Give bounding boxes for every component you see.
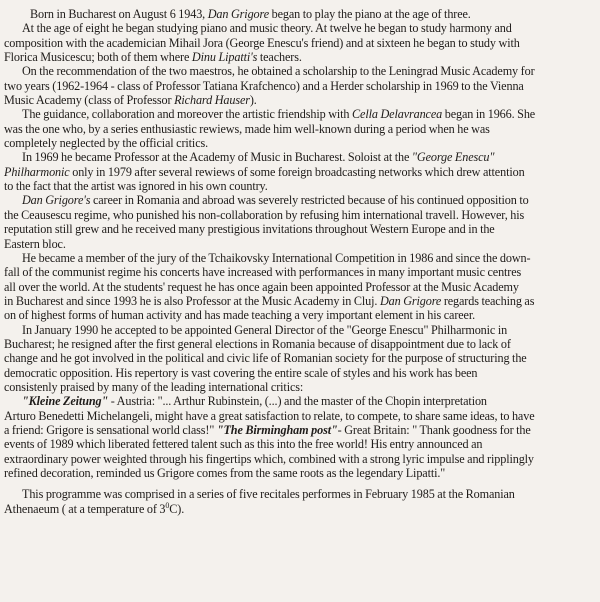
- text-run: - Great Britain: " Thank goodness for the: [337, 422, 531, 437]
- text-line: [0, 394, 600, 408]
- text-run: Born in Bucharest on August 6 1943,: [30, 7, 208, 21]
- biography-text: [0, 7, 600, 516]
- text-line: [0, 136, 600, 150]
- text-run: refined decoration, reminded us Grigore comes from the same roots as the legendary Lipatti.": [4, 466, 446, 480]
- text-run: only in 1979 after several rewiews of some foreign broadcasting networks which drew attention: [69, 164, 525, 179]
- text-line: [0, 93, 600, 107]
- text-run: fall of the communist regime his concerts have increased with performances in many important music centres: [4, 265, 522, 280]
- text-line: [0, 21, 600, 35]
- publication-name: "Kleine Zeitung": [22, 394, 109, 409]
- text-run: - Austria: "... Arthur Rubinstein, (...) and the master of the Chopin interpretation: [108, 394, 487, 409]
- text-line: [0, 7, 600, 21]
- text-line: [0, 64, 600, 78]
- text-line: [0, 487, 600, 501]
- text-run: reputation still grew and he received many prestigious invitations throughout Western Europe and in the: [4, 222, 495, 237]
- text-line: [0, 122, 600, 136]
- degree-superscript: 0: [165, 500, 170, 510]
- text-run: In January 1990 he accepted to be appointed General Director of the "George Enescu" Philharmonic in: [22, 322, 508, 337]
- text-line: [0, 337, 600, 351]
- text-run: This programme was comprised in a series of five recitales performes in February 1985 at the Romanian: [22, 487, 515, 502]
- text-line: [0, 308, 600, 322]
- text-line: [0, 380, 600, 394]
- text-run: At the age of eight he began studying piano and music theory. At twelve he began to study harmony and: [22, 21, 512, 36]
- text-run: on of highest forms of human activity and has made teaching a very important element in his career.: [4, 308, 476, 323]
- text-line: [0, 265, 600, 279]
- text-run: teachers.: [257, 50, 302, 65]
- text-line: [0, 251, 600, 265]
- text-run: Florica Musicescu; both of them where: [4, 50, 192, 65]
- emphasized-name: Richard Hauser: [174, 93, 250, 108]
- text-run: He became a member of the jury of the Tchaikovsky International Competition in 1986 and since the down-: [22, 250, 531, 265]
- text-line: [0, 193, 600, 207]
- text-run: in Bucharest and since 1993 he is also Professor at the Music Academy in Cluj.: [4, 293, 380, 308]
- text-run: regards teaching as: [441, 293, 535, 308]
- publication-name: "The Birmingham post": [216, 422, 338, 437]
- text-line: [0, 366, 600, 380]
- text-run: a friend: Grigore is sensational world class!": [4, 422, 217, 437]
- emphasized-name: Cella Delavrancea: [352, 107, 443, 122]
- text-run: Music Academy (class of Professor: [4, 93, 175, 108]
- text-line: [0, 351, 600, 365]
- text-line: [0, 237, 600, 251]
- emphasized-name: Dan Grigore: [207, 7, 269, 21]
- text-run: democratic opposition. His repertory is vast covering the entire scale of styles and his work has been: [4, 365, 478, 380]
- text-line: [0, 466, 600, 480]
- text-run: to the fact that the artist was ignored in his own country.: [4, 179, 268, 194]
- emphasized-name: "George Enescu": [411, 150, 495, 165]
- text-line: [0, 179, 600, 193]
- text-line: [0, 222, 600, 236]
- text-run: events of 1989 which liberated fettered talent such as this into the free world! His entry announced an: [4, 437, 483, 452]
- text-line: [0, 79, 600, 93]
- text-run: was the one who, by a series enthusiastic rewiews, made him well-known during a period when he was: [4, 121, 490, 136]
- text-run: began to play the piano at the age of three.: [268, 7, 471, 21]
- text-run: two years (1962-1964 - class of Professor Tatiana Krafchenco) and a Herder scholarship in 1969 to the Vienna: [4, 78, 524, 93]
- text-run: extraordinary power weighted through his fingertips which, combined with a strong lyric impulse and ripplingly: [4, 451, 534, 466]
- text-run: ).: [249, 93, 257, 108]
- text-run: Arturo Benedetti Michelangeli, might have a great satisfaction to relate, to compete, to share same ideas, to have: [4, 408, 535, 423]
- text-line: [0, 323, 600, 337]
- text-run: began in 1966. She: [442, 107, 536, 122]
- emphasized-name: Dinu Lipatti's: [191, 50, 258, 65]
- text-run: composition with the academician Mihail Jora (George Enescu's friend) and at sixteen he began to study with: [4, 35, 520, 50]
- text-run: C).: [169, 501, 185, 516]
- text-line: [0, 437, 600, 451]
- text-run: In 1969 he became Professor at the Academy of Music in Bucharest. Soloist at the: [22, 150, 412, 165]
- text-line: [0, 423, 600, 437]
- paragraph-gap: [0, 480, 600, 487]
- text-run: The guidance, collaboration and moreover the artistic friendship with: [22, 107, 353, 122]
- text-line: [0, 50, 600, 64]
- emphasized-name: Dan Grigore: [379, 293, 442, 308]
- text-line: [0, 502, 600, 516]
- text-run: career in Romania and abroad was severely restricted because of his continued opposition to: [90, 193, 529, 208]
- text-line: [0, 150, 600, 164]
- text-run: completely neglected by the official critics.: [4, 136, 209, 151]
- emphasized-name: Philharmonic: [4, 164, 70, 179]
- text-run: all over the world. At the students' request he has once again been appointed Professor at the Music Academy: [4, 279, 519, 294]
- text-line: [0, 409, 600, 423]
- text-run: consistenly praised by many of the leading international critics:: [4, 379, 304, 394]
- text-line: [0, 165, 600, 179]
- text-run: Eastern bloc.: [4, 236, 66, 251]
- text-line: [0, 208, 600, 222]
- text-line: [0, 107, 600, 121]
- text-line: [0, 280, 600, 294]
- text-run: Athenaeum ( at a temperature of 3: [4, 501, 166, 516]
- text-line: [0, 294, 600, 308]
- emphasized-name: Dan Grigore's: [22, 193, 91, 208]
- text-run: On the recommendation of the two maestros, he obtained a scholarship to the Leningrad Music Academy for: [22, 64, 535, 79]
- text-run: change and he got involved in the political and civic life of Romanian society for the purpose of structuring the: [4, 351, 527, 366]
- text-run: the Ceausescu regime, who punished his non-collaboration by refusing him international travell. However, his: [4, 207, 525, 222]
- text-line: [0, 36, 600, 50]
- text-line: [0, 452, 600, 466]
- text-run: Bucharest; he resigned after the first general elections in Romania because of disappointment due to lack of: [4, 336, 511, 351]
